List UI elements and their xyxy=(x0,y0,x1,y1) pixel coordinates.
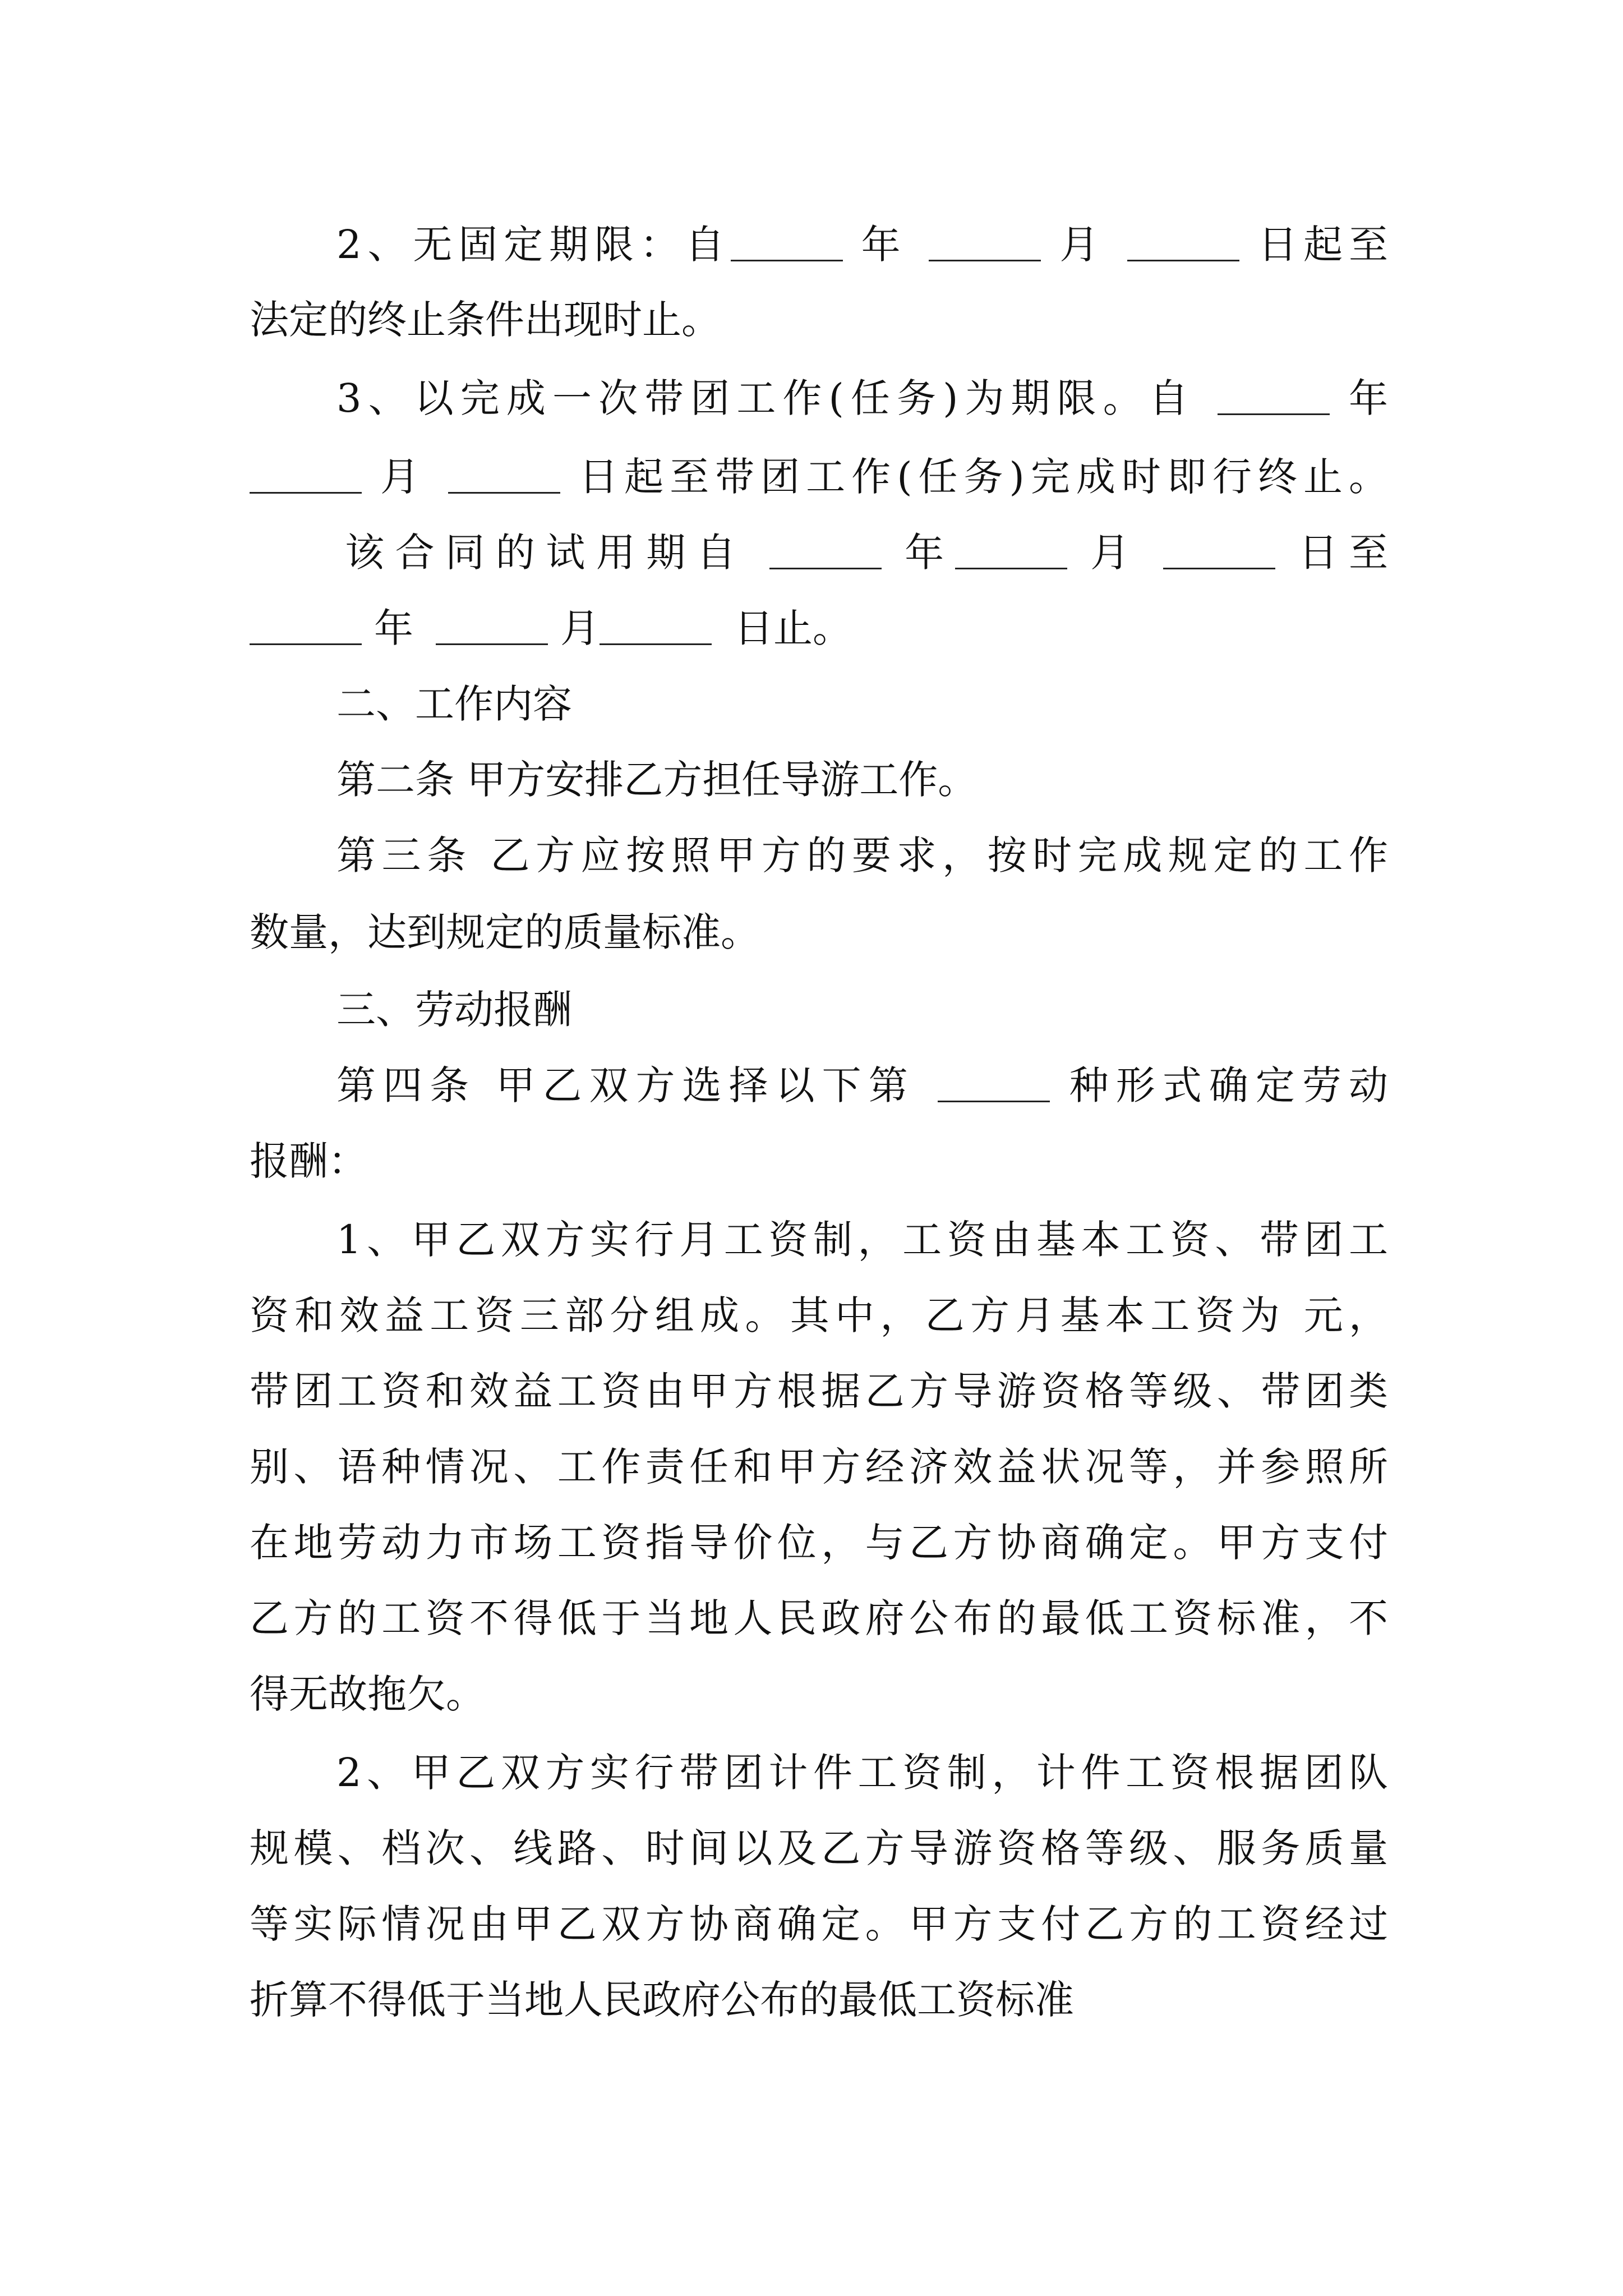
clause-probation xyxy=(345,519,1388,586)
paragraph-line: 等实际情况由甲乙双方协商确定。甲方支付乙方的工资经过 xyxy=(250,1901,1388,1947)
paragraph-line: 在地劳动力市场工资指导价位，与乙方协商确定。甲方支付 xyxy=(250,1520,1388,1566)
paragraph-line xyxy=(250,595,911,662)
blank-field xyxy=(769,528,882,569)
paragraph-line: 规模、档次、线路、时间以及乙方导游资格等级、服务质量 xyxy=(250,1825,1388,1871)
text-segment: 该合同的试用期自 xyxy=(345,530,747,576)
blank-field xyxy=(731,220,843,261)
blank-field xyxy=(250,453,362,494)
blank-field xyxy=(955,528,1067,569)
text-segment: 日至 xyxy=(1287,530,1388,576)
text-segment: 日止。 xyxy=(734,605,852,651)
blank-field xyxy=(448,453,560,494)
paragraph-line: 第三条 乙方应按照甲方的要求，按时完成规定的工作 xyxy=(336,832,1388,878)
text-segment: 种形式确定劳动 xyxy=(1062,1062,1388,1108)
paragraph-line: 法定的终止条件出现时止。 xyxy=(250,297,721,343)
text-segment: 3、以完成一次带团工作(任务)为期限。自 xyxy=(336,375,1195,421)
paragraph-line: 报酬： xyxy=(250,1138,367,1184)
blank-field xyxy=(938,1061,1050,1102)
section-heading: 二、工作内容 xyxy=(336,681,572,727)
clause-task-term xyxy=(336,365,1388,432)
blank-field xyxy=(436,604,548,645)
blank-field xyxy=(1218,374,1330,415)
paragraph-line: 乙方的工资不得低于当地人民政府公布的最低工资标准，不 xyxy=(250,1595,1388,1641)
text-segment: 年 xyxy=(855,222,907,268)
blank-field xyxy=(1163,528,1275,569)
text-segment: 第四条 甲乙双方选择以下第 xyxy=(336,1062,915,1108)
paragraph-line: 1、甲乙双方实行月工资制，工资由基本工资、带团工 xyxy=(336,1217,1388,1263)
text-segment: 2、无固定期限：自 xyxy=(336,222,731,268)
text-segment: 日起至带团工作(任务)完成时即行终止。 xyxy=(573,454,1388,500)
paragraph-line: 数量，达到规定的质量标准。 xyxy=(250,909,760,955)
paragraph-line: 带团工资和效益工资由甲方根据乙方导游资格等级、带团类 xyxy=(250,1368,1388,1414)
text-segment: 日起至 xyxy=(1252,222,1388,268)
paragraph-line xyxy=(336,1052,1388,1119)
paragraph-line: 第二条 甲方安排乙方担任导游工作。 xyxy=(336,757,978,803)
blank-field xyxy=(1127,220,1239,261)
paragraph-line: 资和效益工资三部分组成。其中，乙方月基本工资为 元， xyxy=(250,1292,1388,1338)
blank-field xyxy=(600,604,712,645)
text-segment: 月 xyxy=(374,454,426,500)
paragraph-line: 别、语种情况、工作责任和甲方经济效益状况等，并参照所 xyxy=(250,1444,1388,1490)
paragraph-line xyxy=(250,443,1388,510)
section-heading: 三、劳动报酬 xyxy=(336,987,572,1033)
paragraph-line: 得无故拖欠。 xyxy=(250,1671,485,1717)
paragraph-line: 2、甲乙双方实行带团计件工资制，计件工资根据团队 xyxy=(336,1750,1388,1796)
text-segment: 月 xyxy=(1053,222,1105,268)
text-segment: 月 xyxy=(1079,530,1141,576)
text-segment: 年 xyxy=(374,605,413,651)
text-segment: 年 xyxy=(893,530,955,576)
paragraph-line: 折算不得低于当地人民政府公布的最低工资标准 xyxy=(250,1977,1074,2023)
blank-field xyxy=(250,604,362,645)
text-segment: 年 xyxy=(1341,375,1388,421)
text-segment: 月 xyxy=(560,605,600,651)
clause-indefinite-term xyxy=(336,211,1388,278)
blank-field xyxy=(929,220,1041,261)
